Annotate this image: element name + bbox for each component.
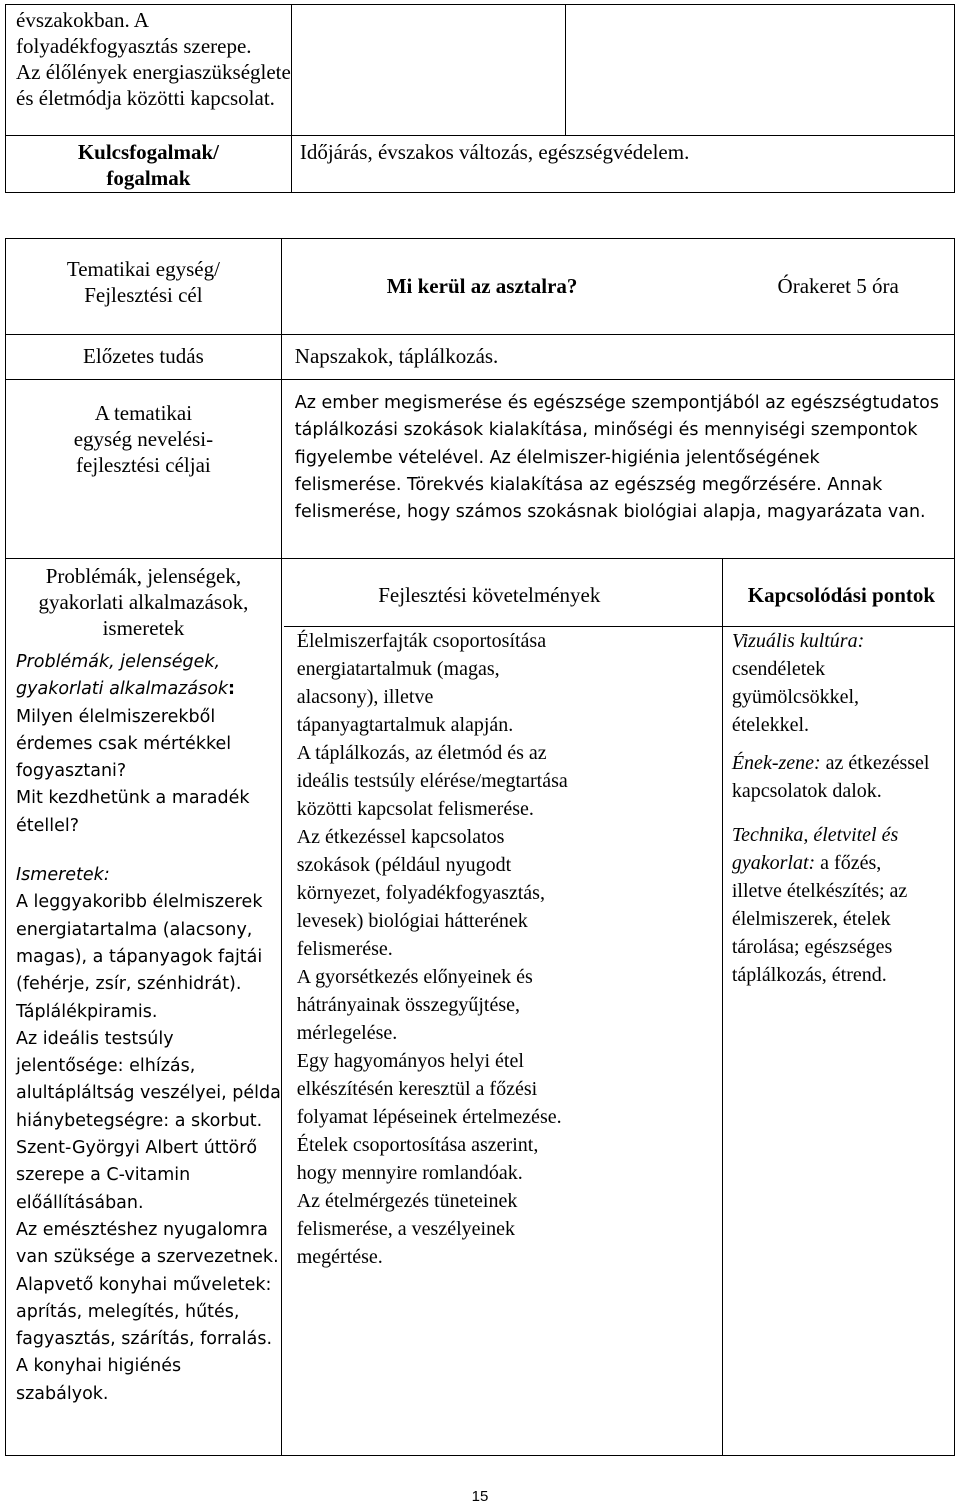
- problems-heading-text: Problémák, jelenségek,: [16, 652, 221, 672]
- requirement-line: mérlegelése.: [296, 1022, 398, 1044]
- unit-label: [6, 256, 281, 308]
- prior-knowledge-value: Napszakok, táplálkozás.: [294, 344, 499, 368]
- requirement-line: felismerése.: [296, 938, 393, 960]
- key-concepts-value-cell: [291, 136, 954, 193]
- requirement-line: tápanyagtartalmuk alapján.: [296, 714, 514, 736]
- requirement-line: Egy hagyományos helyi étel: [296, 1050, 524, 1072]
- goals-label-line: egység nevelési-: [73, 427, 214, 451]
- knowledge-list: [16, 889, 281, 1408]
- requirement-line: elkészítésén keresztül a főzési: [296, 1078, 538, 1100]
- knowledge-line: jelentősége: elhízás,: [16, 1056, 196, 1077]
- requirement-line: Élelmiszerfajták csoportosítása: [296, 630, 547, 652]
- requirements-cell: [284, 627, 723, 1456]
- requirement-line: megértése.: [296, 1246, 383, 1268]
- prior-knowledge-label: Előzetes tudás: [83, 344, 204, 368]
- problems-content: [16, 649, 281, 1408]
- technology-line: táplálkozás, étrend.: [731, 964, 887, 986]
- knowledge-line: Táplálékpiramis.: [16, 1001, 158, 1022]
- prior-knowledge-value-cell: [281, 335, 954, 380]
- question-line: Milyen élelmiszerekből: [16, 706, 216, 727]
- knowledge-line: hiánybetegségre: a skorbut.: [16, 1110, 263, 1131]
- unit-title-cell: [281, 239, 722, 335]
- question-line: fogyasztani?: [16, 761, 127, 782]
- goals-label-line: fejlesztési céljai: [76, 453, 211, 477]
- knowledge-line: A leggyakoribb élelmiszerek: [16, 892, 263, 913]
- requirement-line: A táplálkozás, az életmód és az: [296, 742, 547, 764]
- knowledge-heading: Ismeretek:: [16, 865, 110, 886]
- problems-heading-colon: :: [228, 679, 236, 700]
- technology-label: [732, 821, 954, 877]
- topic-lines: [16, 7, 291, 111]
- topic-line: és életmódja közötti kapcsolat.: [16, 86, 275, 110]
- requirement-line: levesek) biológiai hátterének: [296, 910, 528, 932]
- key-concepts-label-cell: [6, 136, 292, 193]
- knowledge-line: (fehérje, zsír, szénhidrát).: [16, 974, 242, 995]
- topic-cell: [6, 5, 292, 136]
- requirement-line: alacsony), illetve: [296, 686, 434, 708]
- technology-line: tárolása; egészséges: [731, 936, 893, 958]
- connections-header-cell: [722, 559, 954, 627]
- knowledge-line: Az emésztéshez nyugalomra: [16, 1219, 268, 1240]
- goals-line: figyelembe vételével. Az élelmiszer-higiénia jelentőségének: [294, 447, 820, 468]
- requirement-line: folyamat lépéseinek értelmezése.: [296, 1106, 562, 1128]
- problems-heading: [16, 649, 281, 704]
- empty-cell: [566, 5, 955, 136]
- goals-line: táplálkozási szokások kialakítása, minőségi és mennyiségi szempontok: [294, 420, 918, 441]
- technology-label-line: [732, 821, 954, 849]
- requirement-line: ideális testsúly elérése/megtartása: [296, 770, 568, 792]
- requirement-line: környezet, folyadékfogyasztás,: [296, 882, 545, 904]
- unit-label-cell: [6, 239, 282, 335]
- unit-label-line: Tematikai egység/: [66, 257, 220, 281]
- unit-label-line: Fejlesztési cél: [84, 283, 203, 307]
- question-line: érdemes csak mértékkel: [16, 733, 232, 754]
- knowledge-line: magas), a tápanyagok fajtái: [16, 946, 263, 967]
- problems-cell: [6, 559, 282, 1456]
- requirement-line: A gyorsétkezés előnyeinek és: [296, 966, 533, 988]
- problems-column-header: [6, 563, 281, 641]
- time-frame: Órakeret 5 óra: [777, 274, 899, 298]
- knowledge-line: alultápláltság veszélyei, példa: [16, 1083, 281, 1104]
- music-line-text: kapcsolatok dalok.: [731, 780, 882, 802]
- topic-line: évszakokban. A: [16, 8, 149, 32]
- prior-knowledge-label-cell: [6, 335, 282, 380]
- goals-text: [295, 390, 954, 526]
- page-number: 15: [471, 1488, 489, 1505]
- goals-label-line: A tematikai: [94, 401, 193, 425]
- music-text: [732, 777, 954, 805]
- visual-culture-line: csendéletek: [731, 658, 826, 680]
- visual-culture-line: gyümölcsökkel,: [731, 686, 860, 708]
- problems-heading-text: gyakorlati alkalmazások: [16, 679, 229, 700]
- problems-heading-line: [16, 676, 281, 703]
- visual-culture-label: Vizuális kultúra:: [731, 630, 865, 652]
- requirement-line: szokások (például nyugodt: [296, 854, 512, 876]
- technology-first-text: a főzés,: [815, 852, 882, 874]
- key-concepts-label-line: fogalmak: [106, 166, 191, 190]
- goals-label: [6, 400, 281, 478]
- technology-label-line: [732, 849, 954, 877]
- requirement-line: Az ételmérgezés tüneteinek: [296, 1190, 518, 1212]
- requirement-line: közötti kapcsolat felismerése.: [296, 798, 534, 820]
- goals-line: felismerése, hogy számos szokásnak biológiai alapja, magyarázata van.: [294, 502, 926, 523]
- knowledge-line: szabályok.: [16, 1383, 109, 1404]
- knowledge-line: fagyasztás, szárítás, forralás.: [16, 1329, 273, 1350]
- problems-header-line: ismeretek: [102, 616, 185, 640]
- empty-cell: [291, 5, 565, 136]
- key-concepts-value: Időjárás, évszakos változás, egészségvédelem.: [299, 140, 690, 164]
- goals-line: felismerése. Törekvés kialakítása az egészség megőrzésére. Annak: [294, 474, 883, 495]
- knowledge-line: szerepe a C-vitamin: [16, 1165, 191, 1186]
- knowledge-line: Szent-Györgyi Albert úttörő: [16, 1138, 258, 1159]
- question-line: étellel?: [16, 815, 80, 836]
- top-table: [5, 4, 955, 193]
- requirement-line: Az étkezéssel kapcsolatos: [296, 826, 505, 848]
- unit-table: [5, 238, 955, 1456]
- music-line: [732, 749, 954, 777]
- connections-content: [732, 627, 954, 989]
- time-frame-cell: [722, 239, 954, 335]
- knowledge-line: van szüksége a szervezetnek.: [16, 1247, 279, 1268]
- technology-label-text: Technika, életvitel és: [731, 824, 899, 846]
- requirement-line: hogy mennyire romlandóak.: [296, 1162, 523, 1184]
- key-concepts-label-line: Kulcsfogalmak/: [77, 140, 219, 164]
- requirements-column-header: Fejlesztési követelmények: [378, 583, 601, 607]
- knowledge-line: energiatartalma (alacsony,: [16, 919, 253, 940]
- requirement-line: hátrányainak összegyűjtése,: [296, 994, 520, 1016]
- requirement-line: Ételek csoportosítása aszerint,: [296, 1134, 539, 1156]
- music-label: Ének-zene:: [731, 752, 821, 774]
- technology-line: illetve ételkészítés; az: [731, 880, 908, 902]
- problems-heading-line: [16, 649, 281, 676]
- question-line: Mit kezdhetünk a maradék: [16, 788, 250, 809]
- goals-label-cell: [6, 380, 282, 559]
- knowledge-line: aprítás, melegítés, hűtés,: [16, 1301, 240, 1322]
- problems-header-line: Problémák, jelenségek,: [45, 564, 242, 588]
- connections-cell: [722, 627, 954, 1456]
- problems-header-line: gyakorlati alkalmazások,: [38, 590, 249, 614]
- requirements-list: [297, 627, 722, 1271]
- requirement-line: energiatartalmuk (magas,: [296, 658, 500, 680]
- key-concepts-label: [6, 139, 291, 191]
- technology-text: [732, 877, 954, 989]
- goals-line: Az ember megismerése és egészsége szempontjából az egészségtudatos: [294, 393, 940, 413]
- problems-questions: [16, 704, 281, 840]
- technology-label-text: gyakorlat:: [731, 852, 816, 874]
- knowledge-line: előállításában.: [16, 1192, 144, 1213]
- visual-culture-text: [732, 655, 954, 739]
- music-first: az étkezéssel: [820, 752, 930, 774]
- requirements-header-cell: [284, 559, 723, 627]
- topic-line: Az élőlények energiaszükséglete: [16, 60, 291, 84]
- visual-culture-line: ételekkel.: [731, 714, 810, 736]
- unit-title: Mi kerül az asztalra?: [386, 274, 578, 298]
- knowledge-line: A konyhai higiénés: [16, 1356, 182, 1377]
- goals-value-cell: [281, 380, 954, 559]
- connections-column-header: Kapcsolódási pontok: [747, 583, 936, 607]
- requirement-line: felismerése, a veszélyeinek: [296, 1218, 515, 1240]
- knowledge-line: Alapvető konyhai műveletek:: [16, 1274, 272, 1295]
- topic-line: folyadékfogyasztás szerepe.: [16, 34, 252, 58]
- technology-line: élelmiszerek, ételek: [731, 908, 891, 930]
- knowledge-line: Az ideális testsúly: [16, 1028, 174, 1049]
